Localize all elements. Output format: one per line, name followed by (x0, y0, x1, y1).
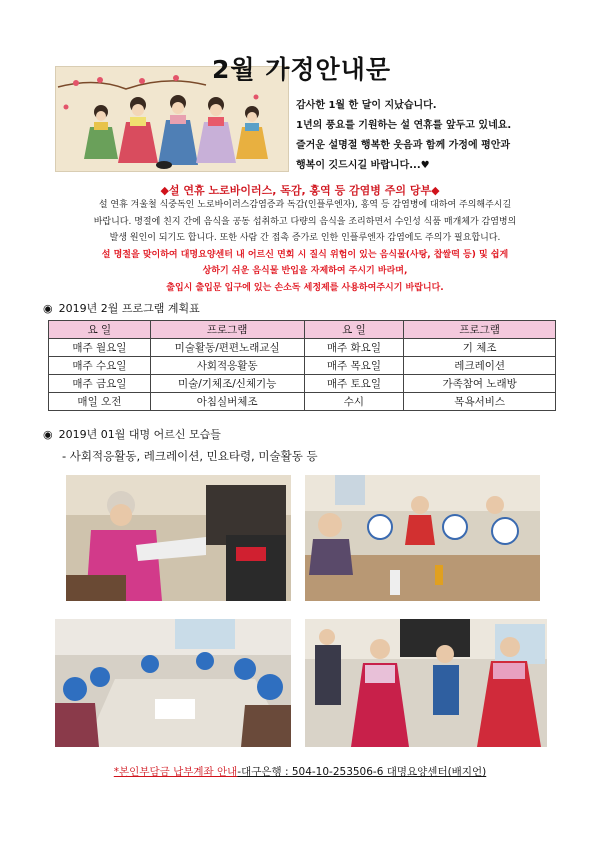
table-cell: 수시 (304, 393, 404, 411)
table-cell: 매주 월요일 (49, 339, 151, 357)
table-cell: 아침실버체조 (150, 393, 304, 411)
table-cell: 레크레이션 (404, 357, 556, 375)
caution-line: 바랍니다. 명절에 친지 간에 음식을 공동 섭취하고 다량의 음식을 조리하면서 수인성 식품 매개체가 감염병의 (93, 216, 517, 227)
table-cell: 매주 토요일 (304, 375, 404, 393)
table-cell: 매주 금요일 (49, 375, 151, 393)
photo-craft-activity (55, 619, 291, 747)
table-row (49, 375, 556, 393)
table-cell: 목욕서비스 (404, 393, 556, 411)
caution-title: ◆설 연휴 노로바이러스, 독감, 홍역 등 감염병 주의 당부◆ (160, 184, 440, 197)
section-bullet-icon: ◉ (43, 302, 53, 315)
table-row (49, 357, 556, 375)
table-cell: 가족참여 노래방 (404, 375, 556, 393)
table-header-row (49, 321, 556, 339)
table-cell: 미술활동/편편노래교실 (150, 339, 304, 357)
table-header-cell: 프로그램 (150, 321, 304, 339)
payment-account-info (80, 764, 520, 779)
caution-red-line: 설 명절을 맞이하여 대명요양센터 내 어르신 면회 시 질식 위험이 있는 음식물(사탕, 찹쌀떡 등) 및 쉽게 (101, 249, 509, 260)
page-title: 2월 가정안내문 (212, 55, 391, 84)
photo-art-activity (66, 475, 291, 601)
activities-list: - 사회적응활동, 레크레이션, 민요타령, 미술활동 등 (62, 449, 318, 463)
greeting-line: 즐거운 설명절 행복한 웃음과 함께 가정에 평안과 (296, 140, 511, 151)
caution-line: 발생 원인이 되기도 합니다. 또한 사람 간 접촉 증가로 인한 인플루엔자 감염에도 주의가 필요합니다. (109, 233, 501, 244)
table-row (49, 393, 556, 411)
table-header-cell: 요 일 (49, 321, 151, 339)
table-cell: 매주 목요일 (304, 357, 404, 375)
schedule-section-title (43, 300, 200, 316)
table-cell: 기 체조 (404, 339, 556, 357)
schedule-title: 2019년 2월 프로그램 계획표 (58, 302, 200, 315)
table-cell: 매주 수요일 (49, 357, 151, 375)
caution-red-line: 출입시 출입문 입구에 있는 손소독 세정제를 사용하여주시기 바랍니다. (166, 282, 444, 293)
table-header-cell: 요 일 (304, 321, 404, 339)
caution-red-line: 상하기 쉬운 음식물 반입을 자제하여 주시기 바라며, (202, 266, 408, 277)
greeting-line: 행복이 깃드시길 바랍니다...♥ (296, 160, 430, 171)
payment-account: -대구은행 : 504-10-253506-6 대명요양센터(배지언) (237, 766, 487, 778)
greeting-line: 감사한 1월 한 달이 지났습니다. (296, 100, 437, 111)
photos-title: 2019년 01월 대명 어르신 모습들 (58, 428, 221, 441)
program-schedule-table (48, 320, 556, 411)
table-cell: 매일 오전 (49, 393, 151, 411)
caution-line: 설 연휴 겨울철 식중독인 노로바이러스감염증과 독감(인플루엔자), 홍역 등 감염병에 대하여 주의해주시길 (98, 200, 512, 210)
table-cell: 사회적응활동 (150, 357, 304, 375)
photo-dance-activity (305, 619, 547, 747)
photos-section-title (43, 426, 221, 442)
payment-label: *본인부담금 납부계좌 안내 (113, 766, 238, 778)
greeting-line: 1년의 풍요를 기원하는 설 연휴를 앞두고 있네요. (296, 120, 512, 131)
table-cell: 매주 화요일 (304, 339, 404, 357)
section-bullet-icon: ◉ (43, 428, 53, 441)
photo-plate-activity (305, 475, 540, 601)
caution-body (50, 197, 560, 297)
table-cell: 미술/기체조/신체기능 (150, 375, 304, 393)
table-row (49, 339, 556, 357)
greeting-text (296, 96, 596, 176)
table-header-cell: 프로그램 (404, 321, 556, 339)
